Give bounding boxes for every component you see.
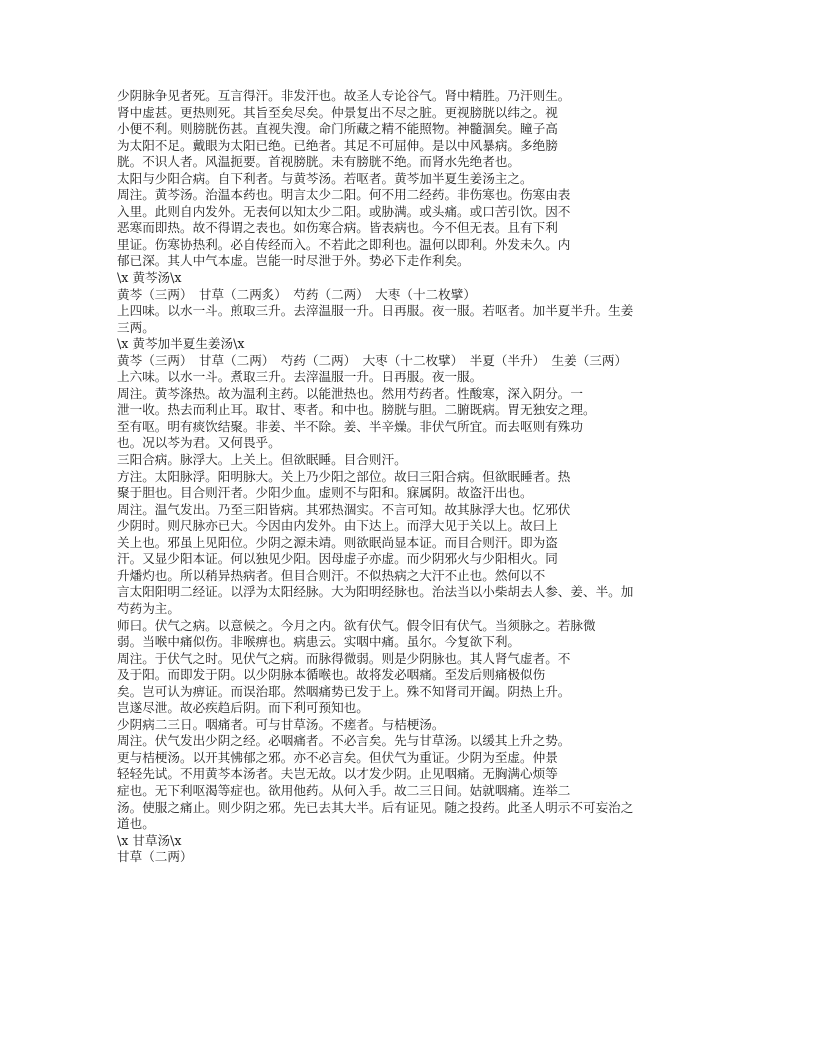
text-line: 少阴病二三日。咽痛者。可与甘草汤。不瘥者。与桔梗汤。 [117, 716, 445, 732]
text-line: 少阴脉争见者死。互言得汗。非发汗也。故圣人专论谷气。肾中精胜。乃汗则生。 [117, 88, 571, 103]
text-line: 至有呕。明有痰饮结聚。非姜、半不除。姜、半辛燥。非伏气所宜。而去呕则有殊功 [117, 418, 583, 434]
text-line: 矣。岂可认为痹证。而误治耶。然咽痛势已发于上。殊不知肾司开阖。阴热上升。 [117, 683, 571, 699]
text-line: 及于阳。而即发于阴。以少阴脉本循喉也。故将发必咽痛。至发后则痛极似伤 [117, 667, 546, 683]
text-line: 周注。伏气发出少阴之经。必咽痛者。不必言矣。先与甘草汤。以缓其上升之势。 [117, 733, 571, 749]
text-line: 轻轻先试。不用黄芩本汤者。夫岂无故。以才发少阴。止见咽痛。无胸满心烦等 [117, 766, 558, 782]
text-line: 郁已深。其人中气本虚。岂能一时尽泄于外。势必下走作利矣。 [117, 253, 470, 269]
text-line: \x 甘草汤\x [117, 832, 182, 848]
text-line: 太阳与少阳合病。自下利者。与黄芩汤。若呕者。黄芩加半夏生姜汤主之。 [117, 170, 533, 186]
text-line: 言太阳阳明二经证。以浮为太阳经脉。大为阳明经脉也。治法当以小柴胡去人参、姜、半。加 [117, 584, 634, 600]
text-line: \x 黄芩加半夏生姜汤\x [117, 336, 245, 352]
text-line: 更与桔梗汤。以开其怫郁之邪。亦不必言矣。但伏气为重证。少阴为至虚。仲景 [117, 749, 558, 765]
text-line: 升燔灼也。所以稍异热病者。但目合则汗。不似热病之大汗不止也。然何以不 [117, 567, 546, 583]
text-line: 泄一收。热去而利止耳。取甘、枣者。和中也。膀胱与胆。二腑既病。胃无独安之理。 [117, 402, 596, 418]
text-line: 小便不利。则膀胱伤甚。直视失溲。命门所藏之精不能照物。神髓涸矣。瞳子高 [117, 121, 558, 137]
text-line: 汤。使服之痛止。则少阴之邪。先已去其大半。后有证见。随之投药。此圣人明示不可妄治之 [117, 799, 634, 815]
text-line: 周注。温气发出。乃至三阳皆病。其邪热涸实。不言可知。故其脉浮大也。忆邪伏 [117, 501, 571, 517]
text-line: 里证。伤寒协热利。必自传经而入。不若此之即利也。温何以即利。外发未久。内 [117, 236, 571, 252]
text-line: \x 黄芩汤\x [117, 270, 182, 286]
text-line: 上四味。以水一斗。煎取三升。去滓温服一升。日再服。夜一服。若呕者。加半夏半升。生姜 [117, 303, 634, 319]
text-line: 师曰。伏气之病。以意候之。今月之内。欲有伏气。假令旧有伏气。当须脉之。若脉微 [117, 617, 596, 633]
text-line: 三两。 [117, 319, 155, 335]
text-line: 方注。太阳脉浮。阳明脉大。关上乃少阳之部位。故曰三阳合病。但欲眠睡者。热 [117, 468, 571, 484]
text-line: 入里。此则自内发外。无表何以知太少二阳。或胁满。或头痛。或口苦引饮。因不 [117, 203, 571, 219]
text-line: 胱。不识人者。风温扼要。首视膀胱。未有膀胱不绝。而肾水先绝者也。 [117, 154, 520, 170]
text-line: 黄芩（三两） 甘草（二两） 芍药（二两） 大枣（十二枚擘） 半夏（半升） 生姜（三两） [117, 352, 628, 368]
text-line: 为太阳不足。戴眼为太阳已绝。已绝者。其足不可屈伸。是以中风暴病。多绝膀 [117, 137, 558, 153]
text-line: 少阴时。则尺脉亦已大。今因由内发外。由下达上。而浮大见于关以上。故曰上 [117, 518, 558, 534]
text-line: 聚于胆也。目合则汗者。少阳少血。虚则不与阳和。寐属阴。故盗汗出也。 [117, 485, 533, 501]
text-line: 岂遂尽泄。故必疾趋后阴。而下利可预知也。 [117, 700, 369, 716]
text-line: 恶寒而即热。故不得谓之表也。如伤寒合病。皆表病也。今不但无表。且有下利 [117, 220, 558, 236]
text-line: 周注。黄芩汤。治温本药也。明言太少二阳。何不用二经药。非伤寒也。伤寒由表 [117, 187, 571, 203]
text-line: 道也。 [117, 816, 155, 832]
text-line: 汗。又显少阳本证。何以独见少阳。因母虚子亦虚。而少阴邪火与少阳相火。同 [117, 551, 558, 567]
text-line: 芍药为主。 [117, 600, 180, 616]
text-line: 周注。黄芩涤热。故为温利主药。以能泄热也。然用芍药者。性酸寒，深入阴分。一 [117, 385, 583, 401]
text-line: 甘草（二两） [117, 849, 193, 865]
text-line: 症也。无下利呕渴等症也。欲用他药。从何入手。故二三日间。姑就咽痛。连举二 [117, 782, 571, 798]
text-line: 三阳合病。脉浮大。上关上。但欲眠睡。目合则汗。 [117, 452, 407, 468]
text-line: 肾中虚甚。更热则死。其旨至矣尽矣。仲景复出不尽之脏。更视膀胱以纬之。视 [117, 104, 558, 120]
document-text-body [117, 88, 717, 866]
text-line: 关上也。邪虽上见阳位。少阴之源未靖。则欲眠尚显本证。而目合则汗。即为盗 [117, 534, 558, 550]
text-line: 周注。于伏气之时。见伏气之病。而脉得微弱。则是少阴脉也。其人肾气虚者。不 [117, 650, 571, 666]
text-line: 也。况以芩为君。又何畏乎。 [117, 435, 281, 451]
text-line: 上六味。以水一斗。煮取三升。去滓温服一升。日再服。夜一服。 [117, 369, 483, 385]
text-line: 弱。当喉中痛似伤。非喉痹也。病患云。实咽中痛。虽尔。今复欲下利。 [117, 634, 520, 650]
text-line: 黄芩（三两） 甘草（二两炙） 芍药（二两） 大枣（十二枚擘） [117, 286, 476, 302]
